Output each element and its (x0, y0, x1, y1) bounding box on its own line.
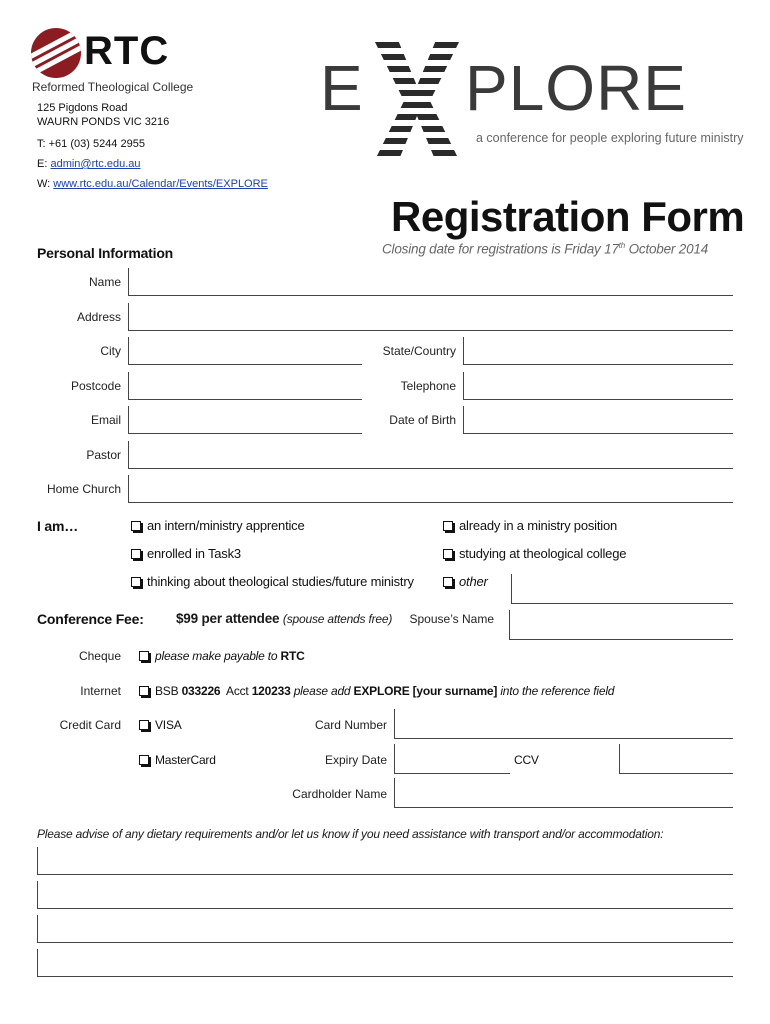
email-link[interactable]: admin@rtc.edu.au (50, 158, 141, 170)
dob-field[interactable] (463, 406, 733, 434)
web-line (37, 177, 268, 191)
notes-line-2[interactable] (37, 881, 733, 909)
checkbox-icon[interactable] (139, 651, 149, 661)
state-label: State/Country (382, 344, 456, 358)
cardholder-label: Cardholder Name (292, 787, 387, 801)
web-link[interactable]: www.rtc.edu.au/Calendar/Events/EXPLORE (53, 178, 268, 190)
option-intern[interactable]: an intern/ministry apprentice (131, 518, 305, 533)
checkbox-icon[interactable] (131, 549, 141, 559)
city-field[interactable] (128, 337, 362, 365)
checkbox-icon[interactable] (139, 686, 149, 696)
cheque-label: Cheque (78, 649, 121, 663)
address-line-1: 125 Pigdons Road (37, 102, 128, 114)
fee-amount: $99 per attendee (spouse attends free) (176, 611, 393, 626)
postcode-field[interactable] (128, 372, 362, 400)
org-short-name: RTC (84, 29, 170, 73)
web-prefix: W: (37, 178, 54, 190)
spouse-name-label: Spouse’s Name (409, 612, 494, 626)
other-field[interactable] (511, 574, 733, 604)
i-am-heading: I am… (37, 518, 79, 534)
home-church-label: Home Church (46, 482, 121, 496)
email-field[interactable] (128, 406, 362, 434)
option-other[interactable]: other (443, 574, 488, 589)
spouse-name-field[interactable] (509, 610, 733, 640)
closing-date: Closing date for registrations is Friday 17th October 2014 (382, 241, 709, 257)
explore-x-logo (370, 40, 464, 162)
pastor-field[interactable] (128, 441, 733, 469)
checkbox-icon[interactable] (443, 521, 453, 531)
email-line (37, 157, 141, 171)
option-task3[interactable]: enrolled in Task3 (131, 546, 241, 561)
checkbox-icon[interactable] (131, 577, 141, 587)
visa-option[interactable]: VISA (139, 718, 182, 732)
mastercard-option[interactable]: MasterCard (139, 753, 216, 767)
notes-line-4[interactable] (37, 949, 733, 977)
address-label: Address (76, 310, 121, 324)
dietary-prompt: Please advise of any dietary requirements and/or let us know if you need assistance with transport and/or accommodation: (37, 827, 664, 841)
striped-x-icon (370, 40, 464, 162)
postcode-label: Postcode (70, 379, 121, 393)
telephone-label: Telephone (400, 379, 456, 393)
notes-line-1[interactable] (37, 847, 733, 875)
credit-card-label: Credit Card (59, 718, 121, 732)
name-label: Name (88, 275, 121, 289)
cardholder-field[interactable] (394, 778, 733, 808)
ccv-label: CCV (514, 753, 539, 767)
dob-label: Date of Birth (389, 413, 456, 427)
telephone-field[interactable] (463, 372, 733, 400)
form-title: Registration Form (391, 193, 745, 240)
rtc-logo-icon (31, 28, 81, 78)
cheque-option[interactable]: please make payable to RTC (139, 649, 305, 663)
explore-e: E (320, 52, 363, 124)
state-field[interactable] (463, 337, 733, 365)
checkbox-icon[interactable] (139, 755, 149, 765)
checkbox-icon[interactable] (443, 549, 453, 559)
option-theological-college[interactable]: studying at theological college (443, 546, 626, 561)
ccv-field[interactable] (619, 744, 733, 774)
home-church-field[interactable] (128, 475, 733, 503)
org-full-name: Reformed Theological College (32, 80, 194, 94)
address-line-2: WAURN PONDS VIC 3216 (37, 116, 170, 128)
expiry-field[interactable] (394, 744, 510, 774)
internet-label: Internet (80, 684, 121, 698)
notes-line-3[interactable] (37, 915, 733, 943)
explore-rest: PLORE (465, 52, 687, 124)
name-field[interactable] (128, 268, 733, 296)
option-thinking[interactable]: thinking about theological studies/future ministry (131, 574, 414, 589)
expiry-label: Expiry Date (324, 753, 387, 767)
card-number-label: Card Number (314, 718, 387, 732)
tagline: a conference for people exploring future ministry (476, 131, 744, 145)
checkbox-icon[interactable] (139, 720, 149, 730)
internet-option[interactable]: BSB 033226 Acct 120233 please add EXPLORE [your surname] into the reference field (139, 684, 614, 698)
pastor-label: Pastor (86, 448, 121, 462)
email-prefix: E: (37, 158, 51, 170)
card-number-field[interactable] (394, 709, 733, 739)
personal-info-heading: Personal Information (37, 245, 174, 261)
checkbox-icon[interactable] (443, 577, 453, 587)
email-label: Email (90, 413, 121, 427)
checkbox-icon[interactable] (131, 521, 141, 531)
option-ministry-position[interactable]: already in a ministry position (443, 518, 617, 533)
city-label: City (100, 344, 121, 358)
phone-number: T: +61 (03) 5244 2955 (37, 138, 145, 150)
address-field[interactable] (128, 303, 733, 331)
fee-heading: Conference Fee: (37, 611, 144, 627)
